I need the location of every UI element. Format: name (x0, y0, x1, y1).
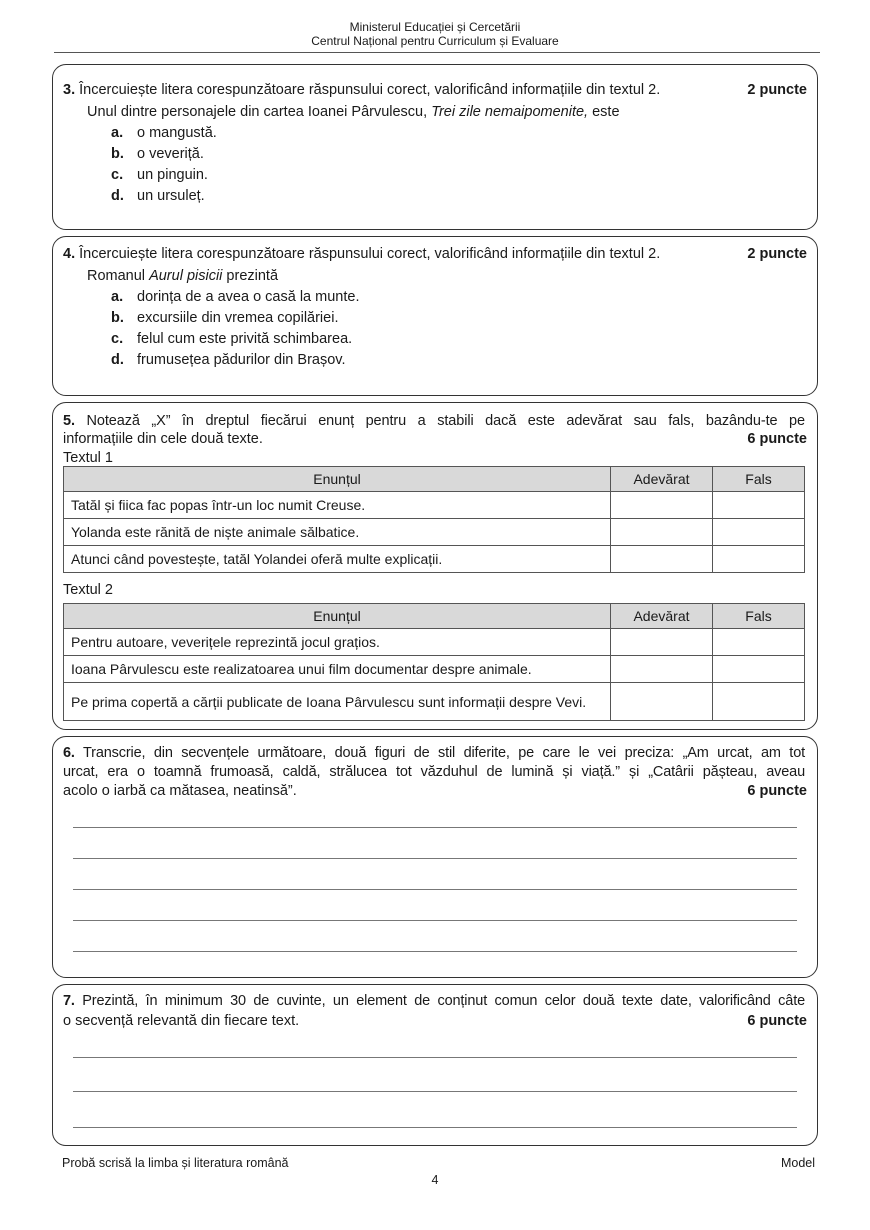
option-d[interactable]: d. frumusețea pădurilor din Brașov. (111, 352, 346, 368)
question-4-points: 2 puncte (747, 246, 807, 262)
answer-line[interactable] (73, 889, 797, 890)
page-header (0, 20, 870, 48)
answer-line[interactable] (73, 1091, 797, 1092)
true-cell[interactable] (611, 683, 713, 721)
question-5-box (52, 402, 818, 730)
question-6-prompt-end: acolo o iarbă ca mătasea, neatinsă”. (63, 783, 297, 799)
answer-line[interactable] (73, 951, 797, 952)
column-false: Fals (713, 604, 805, 629)
question-6-prompt: 6. Transcrie, din secvențele următoare, două figuri de stil diferite, pe care le vei preciza: „Am urcat, am tot (63, 745, 805, 761)
question-7-prompt: 7. Prezintă, în minimum 30 de cuvinte, un element de conținut comun celor două texte date, valorificând câte (63, 993, 805, 1009)
text1-label: Textul 1 (63, 450, 113, 466)
text1-table (63, 466, 805, 573)
question-6-box (52, 736, 818, 978)
question-7-box (52, 984, 818, 1146)
statement-cell: Tatăl și fiica fac popas într-un loc numit Creuse. (64, 492, 611, 519)
true-cell[interactable] (611, 492, 713, 519)
option-a[interactable]: a. o mangustă. (111, 125, 217, 141)
footer-exam-title: Probă scrisă la limba și literatura română (62, 1156, 289, 1170)
false-cell[interactable] (713, 519, 805, 546)
header-divider (54, 52, 820, 53)
true-cell[interactable] (611, 546, 713, 573)
question-6-prompt-cont: urcat, era o toamnă frumoasă, caldă, strălucea tot văzduhul de lumină și viață.” și „Catârii pășteau, aveau (63, 764, 805, 780)
statement-cell: Yolanda este rănită de niște animale sălbatice. (64, 519, 611, 546)
table-header (64, 604, 805, 629)
statement-cell: Pentru autoare, veverițele reprezintă jocul grațios. (64, 629, 611, 656)
true-cell[interactable] (611, 629, 713, 656)
statement-cell: Ioana Pârvulescu este realizatoarea unui film documentar despre animale. (64, 656, 611, 683)
table-row (64, 656, 805, 683)
statement-cell: Atunci când povestește, tatăl Yolandei oferă multe explicații. (64, 546, 611, 573)
option-d[interactable]: d. un ursuleț. (111, 188, 205, 204)
option-a[interactable]: a. dorința de a avea o casă la munte. (111, 289, 360, 305)
question-6-points: 6 puncte (747, 783, 807, 799)
question-3-prompt: 3. Încercuiește litera corespunzătoare răspunsului corect, valorificând informațiile din textul 2. (63, 82, 661, 98)
answer-line[interactable] (73, 1057, 797, 1058)
table-row (64, 629, 805, 656)
question-7-points: 6 puncte (747, 1013, 807, 1029)
false-cell[interactable] (713, 629, 805, 656)
answer-line[interactable] (73, 827, 797, 828)
option-b[interactable]: b. excursiile din vremea copilăriei. (111, 310, 339, 326)
option-c[interactable]: c. felul cum este privită schimbarea. (111, 331, 353, 347)
question-5-prompt: 5. Notează „X” în dreptul fiecărui enunț pentru a stabili dacă este adevărat sau fals, bazându-te pe (63, 413, 805, 429)
table-row (64, 519, 805, 546)
table-row (64, 546, 805, 573)
question-3-points: 2 puncte (747, 82, 807, 98)
false-cell[interactable] (713, 683, 805, 721)
table-header (64, 467, 805, 492)
column-statement: Enunțul (64, 604, 611, 629)
ministry-name: Ministerul Educației și Cercetării (349, 20, 521, 34)
question-4-box (52, 236, 818, 396)
answer-line[interactable] (73, 858, 797, 859)
question-4-stem: Romanul Aurul pisicii prezintă (87, 268, 279, 284)
answer-line[interactable] (73, 1127, 797, 1128)
page-number: 4 (431, 1173, 439, 1187)
answer-line[interactable] (73, 920, 797, 921)
column-true: Adevărat (611, 467, 713, 492)
footer-model-label: Model (780, 1156, 815, 1170)
center-name: Centrul Național pentru Curriculum și Evaluare (311, 34, 559, 48)
column-true: Adevărat (611, 604, 713, 629)
option-b[interactable]: b. o veveriță. (111, 146, 204, 162)
text2-table (63, 603, 805, 721)
question-4-prompt: 4. Încercuiește litera corespunzătoare răspunsului corect, valorificând informațiile din textul 2. (63, 246, 661, 262)
false-cell[interactable] (713, 546, 805, 573)
column-false: Fals (713, 467, 805, 492)
text2-label: Textul 2 (63, 582, 113, 598)
true-cell[interactable] (611, 656, 713, 683)
table-row (64, 492, 805, 519)
table-row (64, 683, 805, 721)
question-3-stem: Unul dintre personajele din cartea Ioanei Pârvulescu, Trei zile nemaipomenite, este (87, 104, 620, 120)
question-5-prompt-cont: informațiile din cele două texte. (63, 431, 263, 447)
false-cell[interactable] (713, 492, 805, 519)
statement-cell: Pe prima copertă a cărții publicate de Ioana Pârvulescu sunt informații despre Vevi. (64, 683, 611, 721)
question-3-box (52, 64, 818, 230)
false-cell[interactable] (713, 656, 805, 683)
question-5-points: 6 puncte (747, 431, 807, 447)
column-statement: Enunțul (64, 467, 611, 492)
true-cell[interactable] (611, 519, 713, 546)
option-c[interactable]: c. un pinguin. (111, 167, 208, 183)
question-7-prompt-cont: o secvență relevantă din fiecare text. (63, 1013, 300, 1029)
